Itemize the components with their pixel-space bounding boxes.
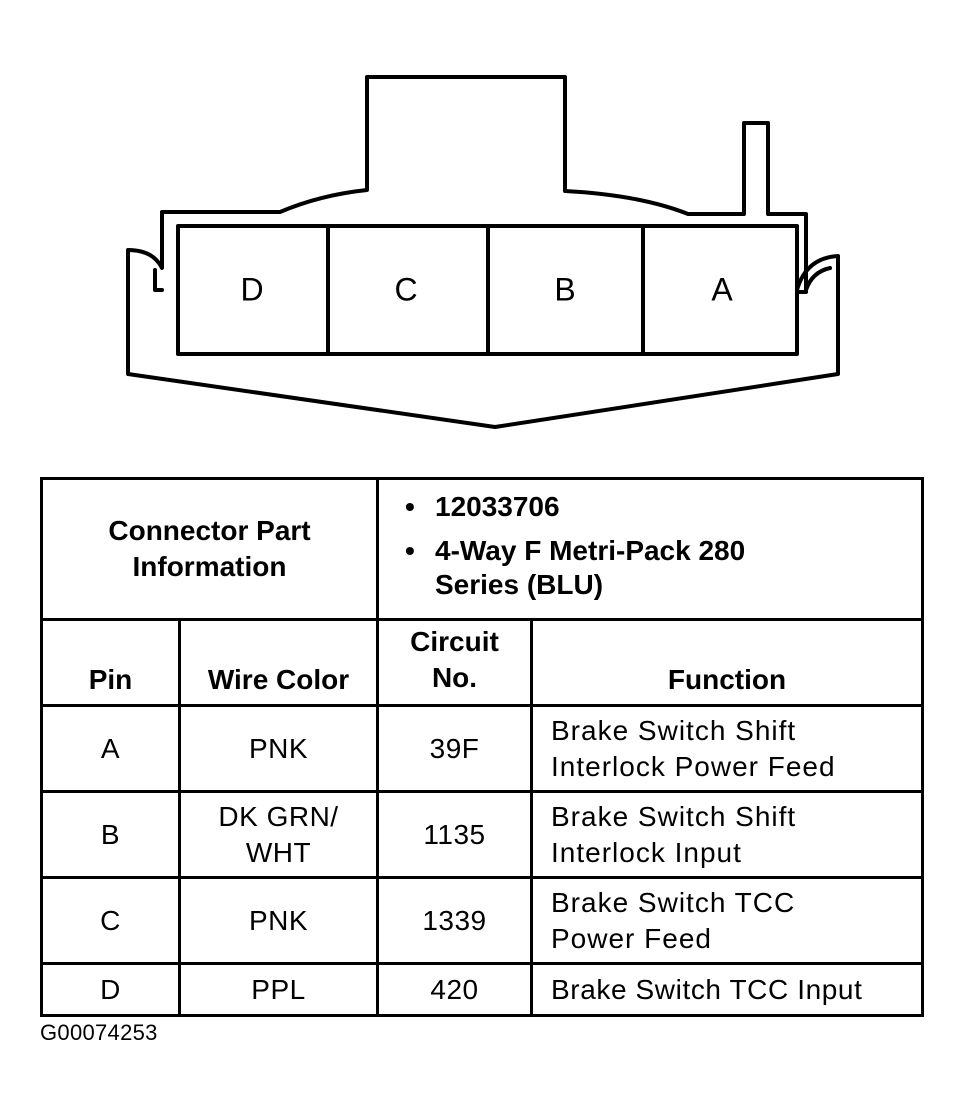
function-cell: Brake Switch Shift Interlock Input	[532, 792, 923, 878]
connector-part-number: • 12033706	[435, 490, 921, 524]
circuit-cell: 39F	[378, 706, 532, 792]
column-header-pin: Pin	[42, 620, 180, 706]
left-latch-inner	[155, 270, 162, 290]
circuit-cell: 1339	[378, 878, 532, 964]
pin-cell: D	[42, 964, 180, 1016]
pin-cavity-label-d: D	[240, 271, 264, 308]
wire-color-cell: PPL	[180, 964, 378, 1016]
connector-part-info-label: Connector Part Information	[42, 479, 378, 620]
circuit-cell: 1135	[378, 792, 532, 878]
column-header-function: Function	[532, 620, 923, 706]
figure-code: G00074253	[40, 1020, 158, 1045]
wire-color-cell: PNK	[180, 706, 378, 792]
connector-part-info-values	[378, 479, 923, 620]
pin-cavity-label-b: B	[554, 271, 576, 308]
column-header-circuit: Circuit No.	[378, 620, 532, 706]
table-row	[42, 964, 923, 1016]
connector-pinout-table	[40, 477, 924, 1017]
connector-info-row	[42, 479, 923, 620]
function-cell: Brake Switch TCC Input	[532, 964, 923, 1016]
table-row	[42, 706, 923, 792]
connector-type: • 4-Way F Metri-Pack 280 Series (BLU)	[435, 534, 755, 602]
function-cell: Brake Switch Shift Interlock Power Feed	[532, 706, 923, 792]
pin-cell: C	[42, 878, 180, 964]
pin-cavity-label-c: C	[394, 271, 418, 308]
table-row	[42, 878, 923, 964]
column-header-wire-color: Wire Color	[180, 620, 378, 706]
wire-color-cell: DK GRN/ WHT	[180, 792, 378, 878]
connector-diagram	[0, 0, 961, 460]
wire-color-cell: PNK	[180, 878, 378, 964]
right-latch-inner	[806, 268, 830, 290]
pin-cell: A	[42, 706, 180, 792]
table-row	[42, 792, 923, 878]
function-cell: Brake Switch TCC Power Feed	[532, 878, 923, 964]
pin-cell: B	[42, 792, 180, 878]
connector-housing-outline	[128, 77, 838, 427]
header-row	[42, 620, 923, 706]
pin-cavity-label-a: A	[711, 271, 733, 308]
circuit-cell: 420	[378, 964, 532, 1016]
